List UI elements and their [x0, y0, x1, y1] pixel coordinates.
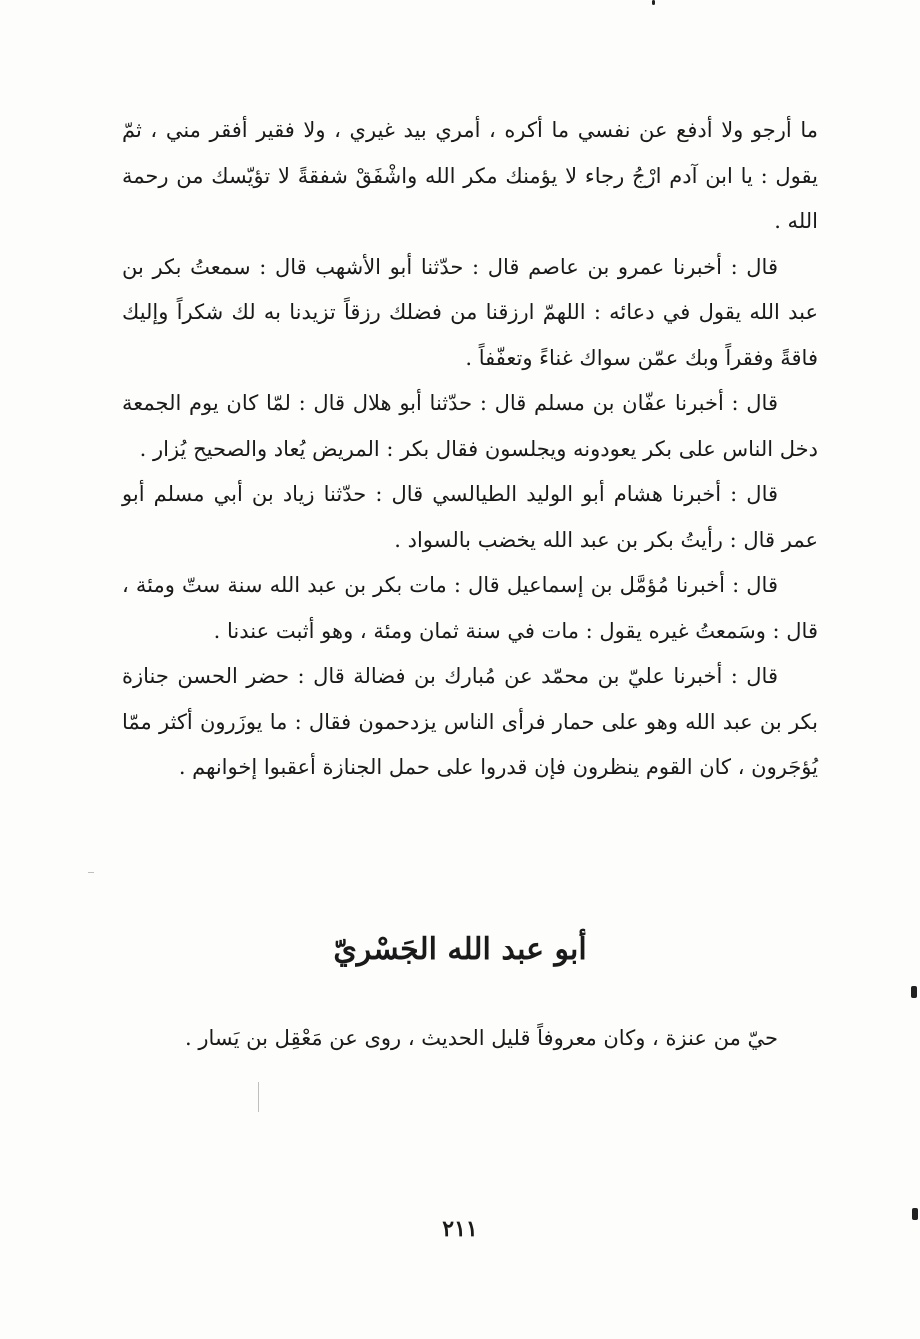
scan-speck	[912, 1208, 918, 1220]
bio-text	[122, 1016, 818, 1062]
scan-artifact-line	[258, 1082, 259, 1112]
paragraph: ما أرجو ولا أدفع عن نفسي ما أكره ، أمري بيد غيري ، ولا فقير أفقر مني ، ثمّ يقول : يا ابن آدم ارْجُ رجاء لا يؤمنك مكر الله واشْفَقْ شفقةً لا تؤيّسك من رحمة الله .	[122, 118, 818, 233]
paragraph: قال : أخبرنا عفّان بن مسلم قال : حدّثنا أبو هلال قال : لمّا كان يوم الجمعة دخل الناس على بكر يعودونه ويجلسون فقال بكر : المريض يُعاد والصحيح يُزار .	[122, 391, 818, 461]
page-number: ٢١١	[442, 1216, 478, 1242]
paragraph: قال : أخبرنا عليّ بن محمّد عن مُبارك بن فضالة قال : حضر الحسن جنازة بكر بن عبد الله وهو على حمار فرأى الناس يزدحمون فقال : ما يوزَرون أكثر ممّا يُؤجَرون ، كان القوم ينظرون فإن قدروا على حمل الجنازة أعقبوا إخوانهم .	[122, 664, 818, 779]
section-title: أبو عبد الله الجَسْريّ	[333, 932, 587, 967]
paragraph: قال : أخبرنا هشام أبو الوليد الطيالسي قال : حدّثنا زياد بن أبي مسلم أبو عمر قال : رأيتُ بكر بن عبد الله يخضب بالسواد .	[122, 482, 818, 552]
scan-speck	[652, 0, 655, 5]
scan-artifact-line	[88, 872, 94, 873]
scan-speck	[911, 986, 917, 998]
paragraph: قال : أخبرنا مُؤمَّل بن إسماعيل قال : مات بكر بن عبد الله سنة ستّ ومئة ، قال : وسَمعتُ غيره يقول : مات في سنة ثمان ومئة ، وهو أثبت عندنا .	[122, 573, 818, 643]
paragraph: حيّ من عنزة ، وكان معروفاً قليل الحديث ، روى عن مَعْقِل بن يَسار .	[185, 1026, 778, 1050]
paragraph: قال : أخبرنا عمرو بن عاصم قال : حدّثنا أبو الأشهب قال : سمعتُ بكر بن عبد الله يقول في دعائه : اللهمّ ارزقنا من فضلك رزقاً تزيدنا به لك شكراً وإليك فاقةً وفقراً وبك عمّن سواك غناءً وتعفّفاً .	[122, 254, 818, 370]
main-text	[122, 108, 818, 791]
